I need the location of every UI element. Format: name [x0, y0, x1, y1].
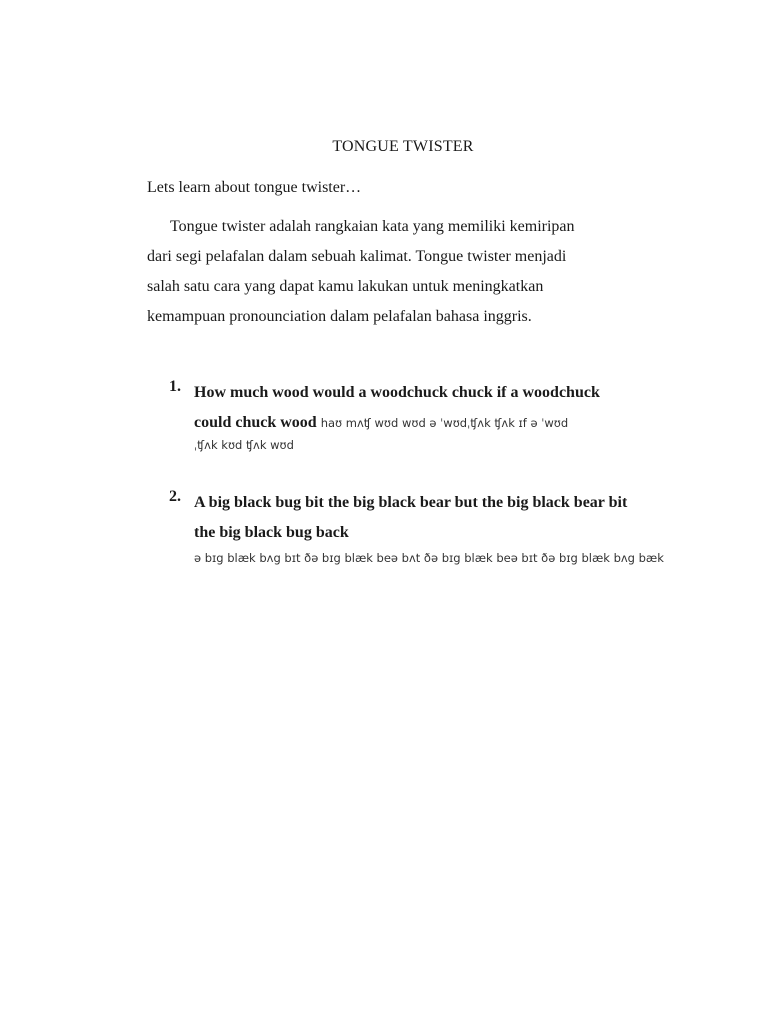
list-number: 2.: [169, 488, 181, 505]
ipa-transcription: ə bɪg blæk bʌg bɪt ðə bɪg blæk beə bʌt ðə bɪg blæk beə bɪt ðə bɪg blæk bʌg bæk: [194, 551, 664, 565]
twister-line: the big black bug back: [194, 524, 349, 541]
list-number: 1.: [169, 378, 181, 395]
document-title: TONGUE TWISTER: [332, 138, 474, 155]
ipa-transcription: haʊ mʌʧ wʊd wʊd ə ˈwʊdˌʧʌk ʧʌk ɪf ə ˈwʊd: [320, 416, 569, 430]
list-item-body: [194, 488, 664, 565]
twister-line: [194, 408, 664, 438]
intro-text: Lets learn about tongue twister…: [147, 179, 362, 196]
paragraph-line: salah satu cara yang dapat kamu lakukan untuk meningkatkan: [147, 278, 544, 295]
twister-line: How much wood would a woodchuck chuck if a woodchuck: [194, 384, 600, 401]
ipa-transcription: ˌʧʌk kʊd ʧʌk wʊd: [194, 438, 294, 452]
paragraph-line: kemampuan pronounciation dalam pelafalan bahasa inggris.: [147, 308, 532, 325]
paragraph-line: Tongue twister adalah rangkaian kata yang memiliki kemiripan: [170, 218, 575, 235]
twister-text: could chuck wood: [194, 414, 317, 431]
paragraph-line: dari segi pelafalan dalam sebuah kalimat. Tongue twister menjadi: [147, 248, 567, 265]
twister-line: A big black bug bit the big black bear but the big black bear bit: [194, 494, 628, 511]
list-item-body: [194, 378, 664, 452]
intro-paragraph: [147, 212, 637, 332]
